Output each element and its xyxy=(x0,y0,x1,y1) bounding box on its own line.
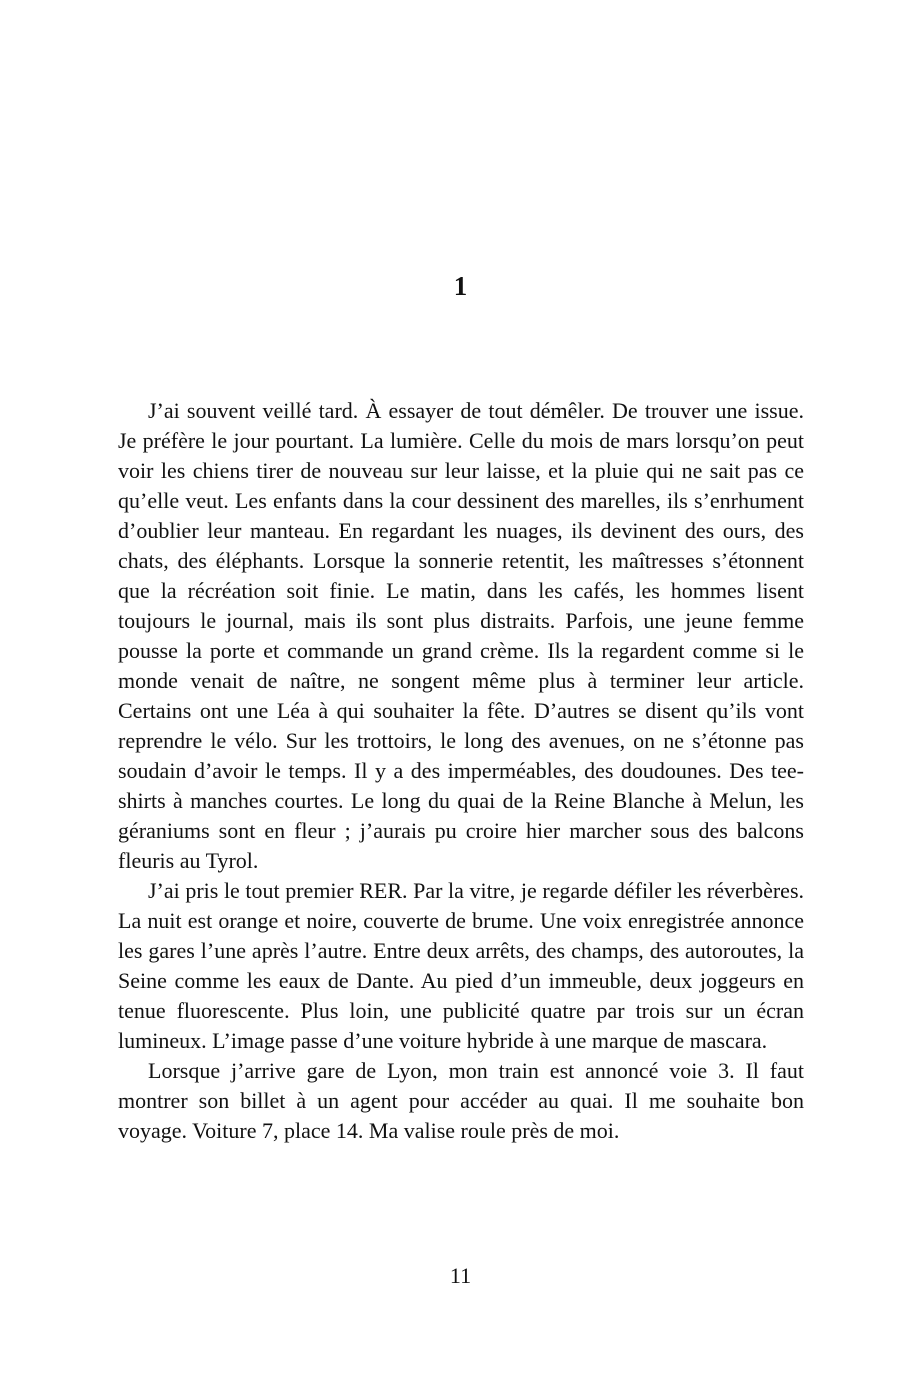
chapter-number: 1 xyxy=(453,271,468,301)
page-number: 11 xyxy=(449,1263,472,1288)
paragraph: J’ai souvent veillé tard. À essayer de tout démêler. De trouver une issue. Je préfère le jour pourtant. La lumière. Celle du mois de mars lorsqu’on peut voir les chiens tirer de nouveau sur leur laisse, et la pluie qui ne sait pas ce qu’elle veut. Les enfants dans la cour dessinent des marelles, ils s’enrhument d’oublier leur manteau. En regardant les nuages, ils devinent des ours, des chats, des éléphants. Lorsque la sonnerie retentit, les maîtresses s’étonnent que la récréation soit finie. Le matin, dans les cafés, les hommes lisent toujours le journal, mais ils sont plus distraits. Parfois, une jeune femme pousse la porte et commande un grand crème. Ils la regardent comme si le monde venait de naître, ne songent même plus à terminer leur article. Certains ont une Léa à qui souhaiter la fête. D’autres se disent qu’ils vont reprendre le vélo. Sur les trottoirs, le long des avenues, on ne s’étonne pas soudain d’avoir le temps. Il y a des imperméables, des doudounes. Des tee-shirts à manches courtes. Le long du quai de la Reine Blanche à Melun, les géraniums sont en fleur ; j’aurais pu croire hier marcher sous des balcons fleuris au Tyrol. xyxy=(118,398,804,873)
paragraph: J’ai pris le tout premier RER. Par la vitre, je regarde défiler les réverbères. La nuit est orange et noire, couverte de brume. Une voix enregistrée annonce les gares l’une après l’autre. Entre deux arrêts, des champs, des autoroutes, la Seine comme les eaux de Dante. Au pied d’un immeuble, deux joggeurs en tenue fluorescente. Plus loin, une publicité quatre par trois sur un écran lumineux. L’image passe d’une voiture hybride à une marque de mascara. xyxy=(118,878,804,1053)
chapter-body xyxy=(118,396,804,1146)
paragraph: Lorsque j’arrive gare de Lyon, mon train est annoncé voie 3. Il faut montrer son billet à un agent pour accéder au quai. Il me souhaite bon voyage. Voiture 7, place 14. Ma valise roule près de moi. xyxy=(118,1058,804,1143)
